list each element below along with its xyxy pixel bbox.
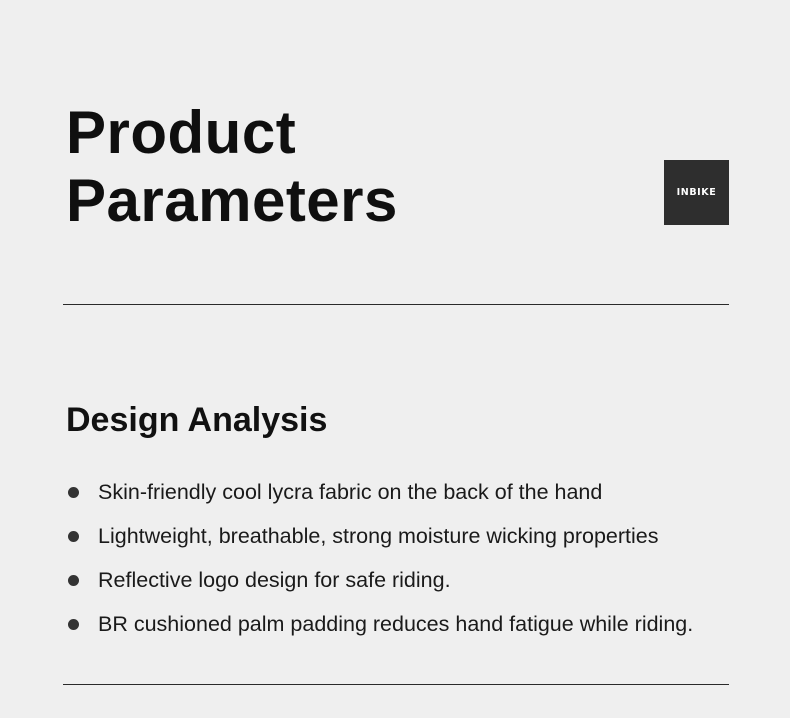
feature-list-item (66, 602, 693, 646)
feature-list (66, 470, 693, 646)
bullet-icon (68, 531, 79, 542)
bullet-icon (68, 619, 79, 630)
feature-list-item (66, 514, 693, 558)
bullet-icon (68, 487, 79, 498)
brand-logo (664, 160, 729, 225)
page-title (66, 99, 398, 235)
page-title-line-2: Parameters (66, 167, 398, 234)
feature-text: Skin-friendly cool lycra fabric on the back of the hand (98, 480, 603, 504)
feature-text: BR cushioned palm padding reduces hand fatigue while riding. (98, 612, 694, 636)
feature-list-item (66, 558, 693, 602)
feature-text: Lightweight, breathable, strong moisture wicking properties (98, 524, 659, 548)
feature-list-item (66, 470, 693, 514)
brand-logo-text: INBIKE (676, 187, 717, 198)
bullet-icon (68, 575, 79, 586)
bottom-divider (63, 684, 729, 685)
page-title-line-1: Product (66, 99, 297, 166)
top-divider (63, 304, 729, 305)
feature-text: Reflective logo design for safe riding. (98, 568, 451, 592)
section-heading-design-analysis: Design Analysis (66, 401, 328, 439)
